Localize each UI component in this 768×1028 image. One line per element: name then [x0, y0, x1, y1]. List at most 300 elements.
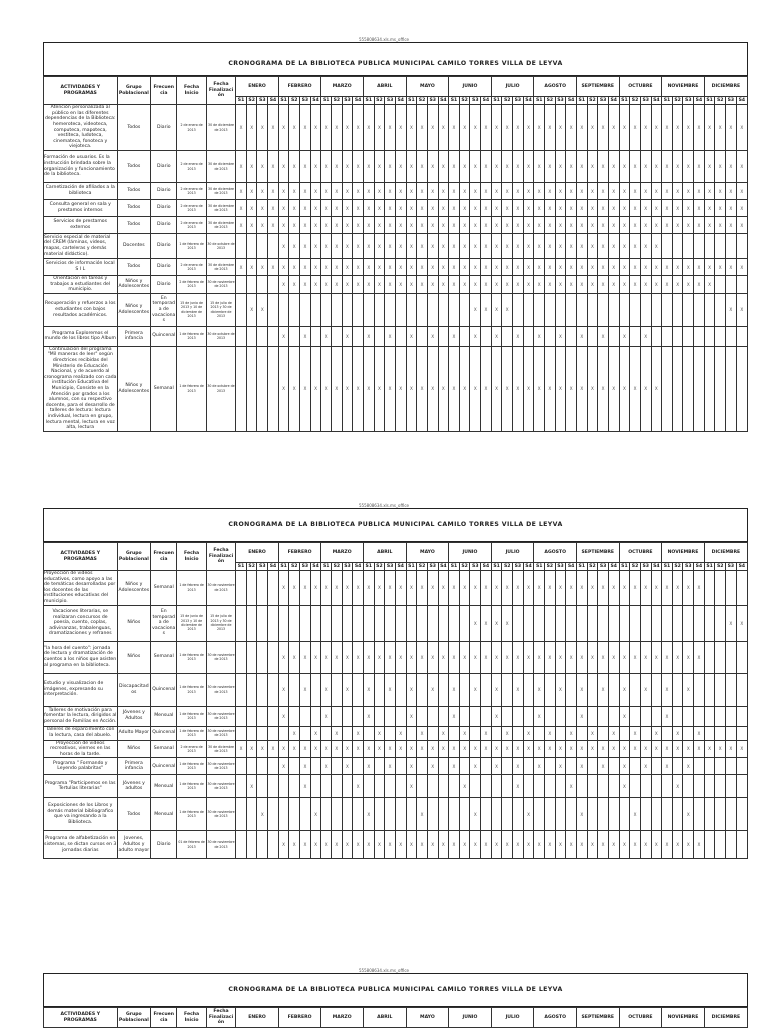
week-cell: X	[438, 726, 449, 740]
week-cell	[672, 673, 683, 706]
week-cell	[268, 605, 279, 641]
week-cell	[257, 641, 268, 673]
week-cell: X	[246, 259, 257, 276]
week-cell	[236, 571, 247, 606]
week-cell: X	[332, 726, 343, 740]
week-cell: X	[534, 346, 545, 431]
week-cell: X	[598, 758, 609, 775]
week-cell: X	[459, 740, 470, 758]
week-cell: X	[481, 183, 492, 200]
week-cell	[363, 293, 374, 326]
week-cell: X	[566, 259, 577, 276]
week-cell: X	[321, 276, 332, 294]
week-header: S1	[363, 97, 374, 105]
week-header: S3	[640, 563, 651, 571]
week-cell: X	[332, 234, 343, 259]
week-header: S2	[672, 563, 683, 571]
week-cell	[289, 293, 300, 326]
week-cell: X	[534, 673, 545, 706]
week-cell: X	[449, 758, 460, 775]
month-header: OCTUBRE	[619, 77, 662, 97]
week-header: S3	[427, 563, 438, 571]
week-cell: X	[513, 105, 524, 151]
week-cell	[662, 775, 673, 798]
week-cell: X	[619, 641, 630, 673]
week-header: S4	[395, 563, 406, 571]
table-row	[44, 775, 748, 798]
week-cell	[726, 326, 737, 346]
activity-cell: Servicio especial de material del CREM (láminas, videos, mapas, carteleras y demás material didáctico).	[44, 234, 118, 259]
month-header: ABRIL	[363, 543, 406, 563]
week-cell: X	[321, 740, 332, 758]
week-cell	[491, 726, 502, 740]
month-header: AGOSTO	[534, 77, 577, 97]
week-cell: X	[353, 346, 364, 431]
week-cell	[704, 605, 715, 641]
week-cell: X	[470, 276, 481, 294]
week-cell: X	[555, 217, 566, 234]
week-cell: X	[257, 151, 268, 183]
group-header: Grupo Poblacional	[117, 1008, 151, 1028]
week-cell: X	[470, 641, 481, 673]
table-row	[44, 571, 748, 606]
page-title: CRONOGRAMA DE LA BIBLIOTECA PUBLICA MUNICIPAL CAMILO TORRES VILLA DE LEYVA	[228, 60, 563, 67]
group-cell: Todos	[117, 200, 151, 217]
week-cell: X	[672, 740, 683, 758]
week-cell: X	[427, 217, 438, 234]
week-cell: X	[395, 217, 406, 234]
week-header: S3	[513, 97, 524, 105]
week-cell: X	[619, 346, 630, 431]
group-cell: Todos	[117, 151, 151, 183]
week-cell: X	[406, 151, 417, 183]
week-cell	[438, 775, 449, 798]
week-cell: X	[342, 234, 353, 259]
week-cell: X	[545, 740, 556, 758]
start-date-cell: 1 de febrero de 2013	[177, 758, 206, 775]
week-cell	[417, 293, 428, 326]
week-cell	[545, 673, 556, 706]
week-header: S2	[672, 97, 683, 105]
week-cell	[310, 706, 321, 726]
week-cell	[374, 775, 385, 798]
month-header: ENERO	[236, 1008, 279, 1028]
end-date-header: Fecha Finalizaci ón	[206, 543, 235, 571]
week-cell: X	[406, 200, 417, 217]
week-cell: X	[598, 641, 609, 673]
week-cell: X	[332, 276, 343, 294]
week-cell: X	[608, 276, 619, 294]
table-row	[44, 276, 748, 294]
week-cell: X	[438, 217, 449, 234]
week-header: S4	[608, 563, 619, 571]
week-cell	[321, 726, 332, 740]
week-cell: X	[470, 798, 481, 831]
week-cell	[374, 706, 385, 726]
week-cell: X	[576, 673, 587, 706]
month-header: ABRIL	[363, 1008, 406, 1028]
week-cell	[608, 326, 619, 346]
week-cell	[736, 726, 747, 740]
week-cell	[640, 726, 651, 740]
week-cell: X	[640, 326, 651, 346]
week-cell	[523, 293, 534, 326]
week-cell: X	[353, 151, 364, 183]
month-header: JUNIO	[449, 77, 492, 97]
week-cell	[704, 726, 715, 740]
week-cell: X	[619, 183, 630, 200]
week-cell: X	[374, 346, 385, 431]
week-cell	[268, 346, 279, 431]
week-cell: X	[385, 151, 396, 183]
week-cell: X	[630, 217, 641, 234]
end-date-cell: 30 de diciembre de 2013	[206, 105, 235, 151]
start-date-cell: 1 de febrero de 2013	[177, 571, 206, 606]
group-cell: Todos	[117, 105, 151, 151]
week-cell	[449, 726, 460, 740]
start-date-cell: 2 de enero de 2013	[177, 259, 206, 276]
week-cell: X	[438, 200, 449, 217]
week-cell: X	[438, 740, 449, 758]
week-cell: X	[417, 217, 428, 234]
week-cell: X	[374, 151, 385, 183]
week-cell	[481, 673, 492, 706]
group-cell: Niños y Adolescentes	[117, 346, 151, 431]
table-row	[44, 673, 748, 706]
week-cell: X	[694, 217, 705, 234]
group-header: Grupo Poblacional	[117, 77, 151, 105]
week-cell: X	[363, 259, 374, 276]
week-cell: X	[438, 151, 449, 183]
week-cell	[715, 726, 726, 740]
week-cell: X	[385, 234, 396, 259]
start-date-cell: 1 de febrero de 2013	[177, 775, 206, 798]
week-cell: X	[449, 346, 460, 431]
week-cell	[694, 326, 705, 346]
week-cell: X	[470, 326, 481, 346]
week-cell: X	[651, 726, 662, 740]
week-cell: X	[704, 105, 715, 151]
week-cell	[246, 798, 257, 831]
week-header: S4	[651, 563, 662, 571]
week-cell: X	[257, 200, 268, 217]
week-cell: X	[406, 758, 417, 775]
week-cell: X	[566, 641, 577, 673]
week-cell: X	[481, 234, 492, 259]
week-cell	[640, 293, 651, 326]
week-cell	[566, 326, 577, 346]
week-cell: X	[278, 259, 289, 276]
week-cell: X	[321, 259, 332, 276]
week-cell: X	[449, 641, 460, 673]
week-cell: X	[651, 831, 662, 859]
week-cell: X	[694, 571, 705, 606]
table-row	[44, 740, 748, 758]
week-cell	[385, 293, 396, 326]
week-cell: X	[491, 673, 502, 706]
week-cell: X	[598, 217, 609, 234]
week-cell: X	[662, 217, 673, 234]
week-cell: X	[630, 726, 641, 740]
week-cell: X	[427, 276, 438, 294]
week-cell	[417, 758, 428, 775]
week-cell: X	[236, 200, 247, 217]
end-date-cell: 15 de julio de 2013 y 30 de diciembre de 2013	[206, 293, 235, 326]
week-cell	[246, 706, 257, 726]
week-cell	[257, 276, 268, 294]
week-cell	[491, 775, 502, 798]
month-header: JULIO	[491, 77, 534, 97]
week-header: S4	[566, 563, 577, 571]
week-cell	[427, 775, 438, 798]
month-header: OCTUBRE	[619, 1008, 662, 1028]
week-cell: X	[310, 105, 321, 151]
group-cell: Todos	[117, 798, 151, 831]
week-cell: X	[363, 105, 374, 151]
week-cell: X	[598, 346, 609, 431]
week-cell: X	[449, 259, 460, 276]
week-cell: X	[481, 259, 492, 276]
month-header: FEBRERO	[278, 77, 321, 97]
week-cell	[257, 775, 268, 798]
week-cell: X	[726, 200, 737, 217]
week-cell: X	[630, 740, 641, 758]
week-header: S4	[694, 97, 705, 105]
week-header: S1	[491, 563, 502, 571]
week-cell: X	[342, 831, 353, 859]
week-cell: X	[576, 105, 587, 151]
week-cell: X	[715, 740, 726, 758]
month-header: JULIO	[491, 543, 534, 563]
week-cell: X	[353, 105, 364, 151]
week-cell	[491, 798, 502, 831]
week-cell: X	[417, 641, 428, 673]
week-cell: X	[619, 758, 630, 775]
week-cell: X	[236, 740, 247, 758]
week-cell	[268, 673, 279, 706]
week-cell	[587, 706, 598, 726]
week-cell: X	[513, 740, 524, 758]
week-cell: X	[289, 276, 300, 294]
week-cell: X	[640, 276, 651, 294]
week-cell: X	[332, 346, 343, 431]
table-row	[44, 726, 748, 740]
week-cell: X	[555, 276, 566, 294]
week-header: S1	[619, 563, 630, 571]
week-cell: X	[310, 740, 321, 758]
week-cell: X	[427, 234, 438, 259]
week-cell	[374, 605, 385, 641]
week-cell: X	[694, 259, 705, 276]
week-cell	[662, 798, 673, 831]
week-cell: X	[640, 105, 651, 151]
week-cell: X	[576, 234, 587, 259]
week-cell: X	[651, 641, 662, 673]
week-cell: X	[278, 571, 289, 606]
activity-cell: Programa "Participemos en las Tertulias literarias"	[44, 775, 118, 798]
week-cell: X	[481, 276, 492, 294]
week-cell: X	[459, 775, 470, 798]
week-cell: X	[555, 831, 566, 859]
week-cell	[268, 293, 279, 326]
week-cell	[704, 293, 715, 326]
week-cell: X	[374, 234, 385, 259]
week-cell	[321, 293, 332, 326]
week-cell: X	[385, 641, 396, 673]
week-cell: X	[385, 673, 396, 706]
week-cell: X	[300, 775, 311, 798]
week-cell: X	[736, 259, 747, 276]
week-cell: X	[683, 798, 694, 831]
week-cell: X	[576, 706, 587, 726]
group-cell: Jóvenes y Adultos	[117, 706, 151, 726]
week-cell: X	[662, 183, 673, 200]
week-cell	[246, 831, 257, 859]
week-cell	[257, 326, 268, 346]
week-cell	[310, 758, 321, 775]
week-cell: X	[683, 276, 694, 294]
week-cell	[417, 326, 428, 346]
week-cell	[438, 758, 449, 775]
week-header: S2	[417, 563, 428, 571]
week-cell	[662, 346, 673, 431]
month-header: JUNIO	[449, 543, 492, 563]
week-cell	[587, 605, 598, 641]
week-cell	[630, 326, 641, 346]
week-cell: X	[545, 571, 556, 606]
week-cell: X	[491, 326, 502, 346]
week-cell: X	[715, 183, 726, 200]
week-cell: X	[555, 740, 566, 758]
start-date-cell: 2 de enero de 2013	[177, 217, 206, 234]
week-cell	[449, 798, 460, 831]
week-cell: X	[630, 641, 641, 673]
week-header: S2	[332, 97, 343, 105]
week-cell: X	[374, 217, 385, 234]
week-cell	[651, 706, 662, 726]
week-header: S4	[566, 97, 577, 105]
week-cell: X	[385, 259, 396, 276]
week-cell	[332, 775, 343, 798]
week-cell: X	[257, 259, 268, 276]
week-cell: X	[321, 706, 332, 726]
week-cell: X	[470, 183, 481, 200]
week-cell	[726, 726, 737, 740]
week-cell: X	[491, 293, 502, 326]
table-row	[44, 326, 748, 346]
week-cell: X	[662, 276, 673, 294]
week-cell: X	[268, 740, 279, 758]
week-cell	[236, 798, 247, 831]
week-cell: X	[608, 740, 619, 758]
week-header: S1	[278, 97, 289, 105]
week-cell	[438, 798, 449, 831]
week-cell	[246, 605, 257, 641]
week-cell: X	[513, 151, 524, 183]
week-cell: X	[459, 151, 470, 183]
week-cell	[236, 234, 247, 259]
week-cell	[704, 798, 715, 831]
week-cell: X	[236, 105, 247, 151]
week-cell: X	[278, 105, 289, 151]
group-cell: Niños	[117, 740, 151, 758]
week-cell: X	[257, 798, 268, 831]
week-cell: X	[630, 200, 641, 217]
frequency-cell: Quincenal	[151, 673, 177, 706]
week-cell: X	[598, 234, 609, 259]
week-cell: X	[513, 276, 524, 294]
week-cell: X	[374, 641, 385, 673]
week-cell: X	[608, 151, 619, 183]
week-cell: X	[513, 183, 524, 200]
week-cell	[257, 758, 268, 775]
frequency-cell: Quincenal	[151, 758, 177, 775]
start-date-cell: 2 de enero de 2013	[177, 200, 206, 217]
week-cell: X	[385, 183, 396, 200]
week-cell	[704, 758, 715, 775]
week-cell	[353, 326, 364, 346]
week-header: S1	[449, 97, 460, 105]
week-cell: X	[651, 183, 662, 200]
week-cell	[502, 775, 513, 798]
week-cell	[278, 798, 289, 831]
week-cell: X	[481, 200, 492, 217]
title-box	[43, 508, 748, 542]
week-cell	[385, 605, 396, 641]
week-cell: X	[491, 105, 502, 151]
week-cell	[545, 326, 556, 346]
activity-cell: Estudio y visualizacion de imágenes, expresando su interpretación.	[44, 673, 118, 706]
table-row	[44, 293, 748, 326]
title-box	[43, 973, 748, 1007]
schedule-table	[43, 1007, 748, 1028]
week-cell	[300, 293, 311, 326]
week-cell	[353, 758, 364, 775]
week-cell: X	[502, 259, 513, 276]
start-date-header: Fecha Inicio	[177, 543, 206, 571]
week-cell: X	[576, 259, 587, 276]
week-cell: X	[683, 151, 694, 183]
frequency-header: Frecuen cia	[151, 77, 177, 105]
week-cell	[385, 726, 396, 740]
week-cell: X	[406, 740, 417, 758]
week-cell	[236, 276, 247, 294]
week-cell: X	[513, 259, 524, 276]
week-header: S1	[449, 563, 460, 571]
week-cell	[534, 605, 545, 641]
week-cell: X	[598, 200, 609, 217]
week-cell: X	[491, 151, 502, 183]
end-date-cell: 30 de noviembre de 2013	[206, 798, 235, 831]
week-cell: X	[608, 183, 619, 200]
week-cell: X	[672, 259, 683, 276]
week-cell	[566, 758, 577, 775]
week-cell: X	[545, 276, 556, 294]
week-cell: X	[523, 151, 534, 183]
week-cell: X	[289, 740, 300, 758]
start-date-cell: 1 de febrero de 2013	[177, 726, 206, 740]
start-date-header: Fecha Inicio	[177, 77, 206, 105]
week-cell	[502, 326, 513, 346]
week-cell: X	[491, 259, 502, 276]
start-date-header: Fecha Inicio	[177, 1008, 206, 1028]
week-cell: X	[545, 200, 556, 217]
week-cell: X	[523, 259, 534, 276]
week-cell	[726, 571, 737, 606]
week-cell: X	[427, 740, 438, 758]
activities-header: ACTIVIDADES Y PROGRAMAS	[44, 77, 118, 105]
week-cell: X	[640, 217, 651, 234]
